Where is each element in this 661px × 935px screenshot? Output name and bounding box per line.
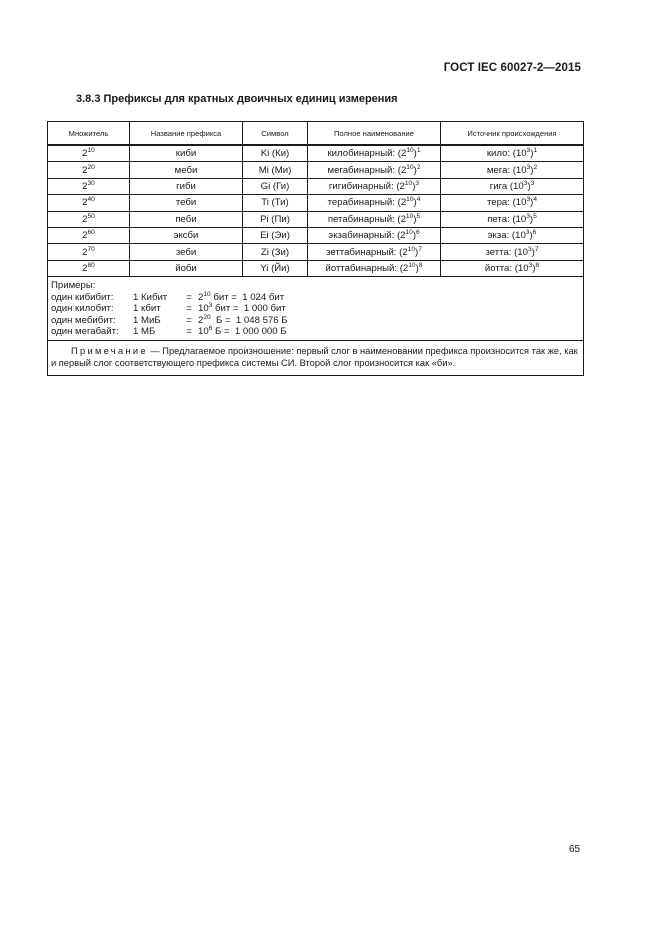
prefix-table — [47, 121, 584, 376]
table-row — [48, 145, 584, 162]
table-row — [48, 178, 584, 194]
prefix-name-cell: зеби — [130, 244, 243, 260]
column-header: Символ — [243, 122, 308, 146]
table-row — [48, 162, 584, 178]
prefix-name-cell: теби — [130, 195, 243, 211]
example-label: один мегабайт: — [51, 326, 119, 338]
example-line — [51, 315, 580, 327]
prefix-name-cell: йоби — [130, 260, 243, 276]
symbol-cell: Ki (Ки) — [243, 145, 308, 162]
full-name-cell: гигибинарный: $(2^{10})^3$ — [308, 178, 441, 194]
example-line — [51, 303, 580, 315]
example-value: 1 МиБ — [133, 314, 161, 326]
prefix-table-container — [47, 121, 583, 376]
symbol-cell: Zi (Зи) — [243, 244, 308, 260]
prefix-name-cell: эксби — [130, 227, 243, 243]
example-value: 1 кбит — [133, 303, 161, 315]
example-value: 1 МБ — [133, 326, 156, 338]
origin-cell: гига $(10^3)^3$ — [441, 178, 584, 194]
full-name-cell: мегабинарный: $(2^{10})^2$ — [308, 162, 441, 178]
example-label: один кибибит: — [51, 291, 114, 303]
table-row — [48, 244, 584, 260]
symbol-cell: Pi (Пи) — [243, 211, 308, 227]
example-value: 1 Кибит — [133, 291, 168, 303]
examples-cell — [48, 277, 584, 341]
note-label: Примечание — [71, 345, 148, 356]
full-name-cell: йоттабинарный: $(2^{10})^8$ — [308, 260, 441, 276]
symbol-cell: Mi (Ми) — [243, 162, 308, 178]
multiplier-cell: $2^{40}$ — [48, 195, 130, 211]
example-equals: = — [186, 291, 192, 303]
multiplier-cell: $2^{60}$ — [48, 227, 130, 243]
multiplier-cell: $2^{80}$ — [48, 260, 130, 276]
example-label: один мебибит: — [51, 314, 116, 326]
full-name-cell: зеттабинарный: $(2^{10})^7$ — [308, 244, 441, 260]
column-header: Множитель — [48, 122, 130, 146]
example-equals: = — [186, 303, 192, 315]
column-header: Источник происхождения — [441, 122, 584, 146]
example-expansion: $2^{10}$ бит = 1 024 бит — [198, 290, 285, 303]
symbol-cell: Ei (Эи) — [243, 227, 308, 243]
table-row — [48, 195, 584, 211]
example-line — [51, 326, 580, 338]
prefix-name-cell: гиби — [130, 178, 243, 194]
full-name-cell: петабинарный: $(2^{10})^5$ — [308, 211, 441, 227]
examples-row — [48, 277, 584, 341]
multiplier-cell: $2^{20}$ — [48, 162, 130, 178]
table-row — [48, 211, 584, 227]
symbol-cell: Gi (Ги) — [243, 178, 308, 194]
example-line — [51, 292, 580, 304]
origin-cell: кило: $(10^3)^1$ — [441, 145, 584, 162]
prefix-name-cell: пеби — [130, 211, 243, 227]
document-code: ГОСТ IEC 60027-2—2015 — [443, 62, 581, 74]
examples-heading: Примеры: — [51, 280, 96, 292]
origin-cell: зетта: $(10^3)^7$ — [441, 244, 584, 260]
column-header: Название префикса — [130, 122, 243, 146]
prefix-name-cell: киби — [130, 145, 243, 162]
prefix-name-cell: меби — [130, 162, 243, 178]
example-label: один килобит: — [51, 303, 114, 315]
symbol-cell: Yi (Йи) — [243, 260, 308, 276]
note-cell — [48, 340, 584, 375]
origin-cell: пета: $(10^3)^5$ — [441, 211, 584, 227]
origin-cell: тера: $(10^3)^4$ — [441, 195, 584, 211]
origin-cell: йотта: $(10^3)^8$ — [441, 260, 584, 276]
multiplier-cell: $2^{10}$ — [48, 145, 130, 162]
multiplier-cell: $2^{30}$ — [48, 178, 130, 194]
table-header-row — [48, 122, 584, 146]
note-row — [48, 340, 584, 375]
example-expansion: $10^6$ Б = 1 000 000 Б — [198, 325, 287, 338]
page-number: 65 — [569, 844, 581, 855]
example-expansion: $10^3$ бит = 1 000 бит — [198, 302, 286, 315]
origin-cell: экза: $(10^3)^6$ — [441, 227, 584, 243]
full-name-cell: терабинарный: $(2^{10})^4$ — [308, 195, 441, 211]
full-name-cell: экзабинарный: $(2^{10})^6$ — [308, 227, 441, 243]
section-title: 3.8.3 Префиксы для кратных двоичных единиц измерения — [76, 93, 398, 105]
origin-cell: мега: $(10^3)^2$ — [441, 162, 584, 178]
note-text: — Предлагаемое произношение: первый слог в наименовании префикса произносится так же, как и первый слог соответствующего префикса системы СИ. Второй слог произносится как «би». — [51, 345, 578, 369]
full-name-cell: килобинарный: $(2^{10})^1$ — [308, 145, 441, 162]
example-equals: = — [186, 314, 192, 326]
multiplier-cell: $2^{70}$ — [48, 244, 130, 260]
example-expansion: $2^{20}$ Б = 1 048 576 Б — [198, 313, 288, 326]
table-row — [48, 227, 584, 243]
symbol-cell: Ti (Ти) — [243, 195, 308, 211]
multiplier-cell: $2^{50}$ — [48, 211, 130, 227]
table-row — [48, 260, 584, 276]
examples-lines — [51, 292, 580, 338]
example-equals: = — [186, 326, 192, 338]
column-header: Полное наименование — [308, 122, 441, 146]
